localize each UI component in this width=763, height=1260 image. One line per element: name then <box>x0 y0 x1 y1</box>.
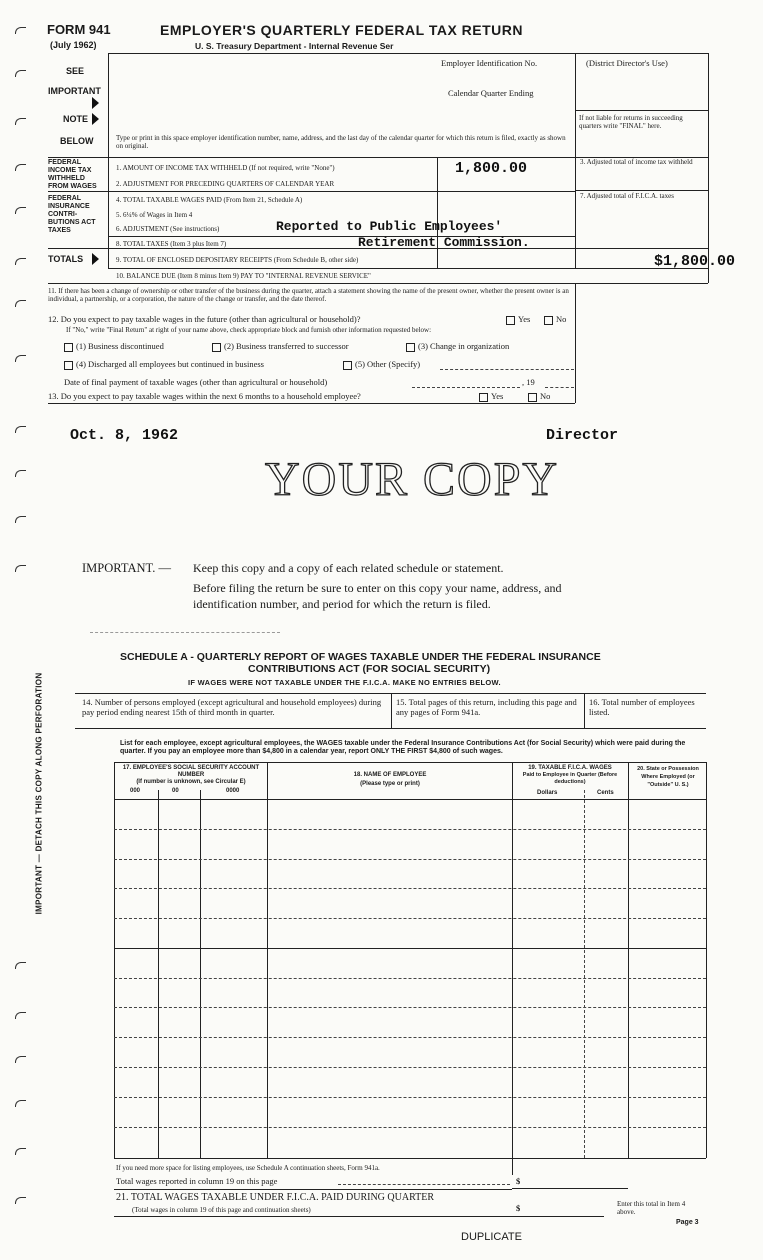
q13-no[interactable] <box>528 391 550 402</box>
leader-line <box>338 1184 510 1185</box>
form-title: EMPLOYER'S QUARTERLY FEDERAL TAX RETURN <box>160 22 524 38</box>
q12-no[interactable] <box>544 314 566 325</box>
option-label: (5) Other (Specify) <box>355 359 421 369</box>
table-row[interactable] <box>114 948 706 949</box>
signature-title: Director <box>546 427 619 444</box>
table-row[interactable] <box>114 978 706 979</box>
margin-mark <box>15 355 26 362</box>
item-21-sub: (Total wages in column 19 of this page and continuation sheets) <box>132 1206 311 1214</box>
not-liable-note: If not liable for returns in succeeding quarters write "FINAL" here. <box>579 114 683 130</box>
option-label: (2) Business transferred to successor <box>224 341 349 351</box>
q12-yes[interactable] <box>506 314 530 325</box>
checkbox[interactable] <box>343 361 352 370</box>
table-row[interactable] <box>114 888 706 889</box>
option-1[interactable] <box>64 341 164 352</box>
your-copy-stamp: YOUR COPY <box>265 453 560 506</box>
no-label: No <box>540 391 551 401</box>
final-payment-date-line[interactable] <box>412 387 520 388</box>
col-17-part-2: 00 <box>172 788 179 794</box>
checkbox[interactable] <box>64 343 73 352</box>
col-17-header: 17. EMPLOYEE'S SOCIAL SECURITY ACCOUNT NUMBER <box>122 765 260 778</box>
line-2: 2. ADJUSTMENT FOR PRECEDING QUARTERS OF CALENDAR YEAR <box>116 180 335 188</box>
form-date: (July 1962) <box>50 40 97 50</box>
arrow-right-icon <box>92 113 99 125</box>
typed-remark-1: Reported to Public Employees' <box>276 219 503 234</box>
more-space-note: If you need more space for listing employees, use Schedule A continuation sheets, Form 941a. <box>116 1164 380 1172</box>
line-7: 7. Adjusted total of F.I.C.A. taxes <box>580 192 674 200</box>
department-line: U. S. Treasury Department - Internal Revenue Ser <box>195 41 394 51</box>
q13-yes[interactable] <box>479 391 503 402</box>
rule <box>512 762 513 1175</box>
enter-note: Enter this total in Item 4 above. <box>617 1200 686 1216</box>
rule <box>575 110 708 111</box>
rule <box>48 283 708 284</box>
line-4: 4. TOTAL TAXABLE WAGES PAID (From Item 21, Schedule A) <box>116 196 303 204</box>
rule <box>575 283 576 403</box>
page-number: Page 3 <box>676 1219 699 1226</box>
margin-mark <box>15 164 26 171</box>
option-label: (4) Discharged all employees but continued in business <box>76 359 264 369</box>
rule <box>584 790 585 1158</box>
detach-note: IMPORTANT — DETACH THIS COPY ALONG PERFORATION <box>34 672 44 915</box>
side-below: BELOW <box>60 136 94 146</box>
margin-mark <box>15 118 26 125</box>
margin-mark <box>15 516 26 523</box>
margin-mark <box>15 1148 26 1155</box>
year-prefix: , 19 <box>522 377 535 387</box>
margin-mark <box>15 70 26 77</box>
table-row[interactable] <box>114 1007 706 1008</box>
col-18-sub: (Please type or print) <box>360 781 420 787</box>
option-3[interactable] <box>406 341 509 352</box>
checkbox[interactable] <box>479 393 488 402</box>
margin-mark <box>15 1197 26 1204</box>
rule <box>708 53 709 283</box>
option-4[interactable] <box>64 359 264 370</box>
option-label: (3) Change in organization <box>418 341 510 351</box>
important-line-1: Keep this copy and a copy of each related schedule or statement. <box>193 561 504 575</box>
option-2[interactable] <box>212 341 349 352</box>
rule <box>584 693 585 728</box>
rule <box>114 1216 604 1217</box>
table-row[interactable] <box>114 859 706 860</box>
margin-mark <box>15 1056 26 1063</box>
col-19-sub: Paid to Employee in Quarter (Before deductions) <box>522 772 618 785</box>
margin-mark <box>15 258 26 265</box>
type-instructions: Type or print in this space employer identification number, name, address, and the last day of the calendar quarter for which this return is filed, exactly as shown on original. <box>116 134 566 150</box>
line-1-value: 1,800.00 <box>455 160 528 177</box>
question-15: 15. Total pages of this return, including this page and any pages of Form 941a. <box>396 697 577 717</box>
rule <box>48 191 575 192</box>
side-important: IMPORTANT <box>48 86 101 96</box>
specify-line[interactable] <box>440 369 574 370</box>
margin-mark <box>15 962 26 969</box>
typed-remark-2: Retirement Commission. <box>358 235 530 250</box>
q12-if-no: If "No," write "Final Return" at right of your name above, check appropriate block and furnish other information requested below: <box>66 326 432 334</box>
rule <box>114 1158 706 1159</box>
important-label: IMPORTANT. — <box>82 561 171 575</box>
rule <box>575 53 576 268</box>
quarter-label: Calendar Quarter Ending <box>448 88 534 98</box>
question-11: 11. If there has been a change of ownership or other transfer of the business during the quarter, attach a statement showing the name of the present owner, whether the present owner is an individual, a partnership, or a corporation, the nature of the change or transfer, and the date thereof. <box>48 287 569 303</box>
rule <box>706 762 707 1158</box>
schedule-title-1: SCHEDULE A - QUARTERLY REPORT OF WAGES TAXABLE UNDER THE FEDERAL INSURANCE <box>120 651 601 663</box>
table-row[interactable] <box>114 1037 706 1038</box>
col-17-sub: (If number is unknown, see Circular E) <box>136 779 246 785</box>
question-14: 14. Number of persons employed (except agricultural and household employees) during pay period ending nearest 15th of third month in quarter. <box>82 697 382 717</box>
col-18-header: 18. NAME OF EMPLOYEE <box>353 772 427 778</box>
checkbox[interactable] <box>544 316 553 325</box>
table-row[interactable] <box>114 1097 706 1098</box>
margin-mark <box>15 300 26 307</box>
rule <box>512 1188 628 1189</box>
checkbox[interactable] <box>506 316 515 325</box>
table-row[interactable] <box>114 918 706 919</box>
margin-mark <box>15 1012 26 1019</box>
line-8: 8. TOTAL TAXES (Item 3 plus Item 7) <box>116 240 227 248</box>
col-17-part-1: 000 <box>130 788 141 794</box>
side-see: SEE <box>66 66 85 76</box>
yes-label: Yes <box>518 314 531 324</box>
schedule-subtitle: IF WAGES WERE NOT TAXABLE UNDER THE F.I.C.A. MAKE NO ENTRIES BELOW. <box>188 678 501 687</box>
table-row[interactable] <box>114 1127 706 1128</box>
checkbox[interactable] <box>406 343 415 352</box>
rule <box>108 268 708 269</box>
no-label: No <box>556 314 567 324</box>
rule <box>114 799 706 800</box>
important-line-2: Before filing the return be sure to enter on this copy your name, address, and <box>193 581 562 595</box>
list-instructions: List for each employee, except agricultural employees, the WAGES taxable under the Federal Insurance Contributions Act (for Social Security) which were paid during the quarter. If you pay an employee more than $4,800 in a calendar year, report ONLY THE FIRST $4,800 of such wages. <box>120 740 686 755</box>
rule <box>628 762 629 1158</box>
rule <box>114 762 706 763</box>
rule <box>158 790 159 1158</box>
side-fed-insurance: FEDERAL INSURANCE CONTRI- BUTIONS ACT TAXES <box>48 195 96 234</box>
question-12: 12. Do you expect to pay taxable wages in the future (other than agricultural or household)? <box>48 314 361 324</box>
rule <box>391 693 392 728</box>
side-note: NOTE <box>63 114 89 124</box>
checkbox[interactable] <box>528 393 537 402</box>
question-13: 13. Do you expect to pay taxable wages within the next 6 months to a household employee? <box>48 391 361 401</box>
duplicate-label: DUPLICATE <box>461 1231 522 1243</box>
rule <box>575 190 708 191</box>
line-3: 3. Adjusted total of income tax withheld <box>580 158 693 166</box>
table-row[interactable] <box>114 829 706 830</box>
line-6: 6. ADJUSTMENT (See instructions) <box>116 225 220 233</box>
margin-mark <box>15 27 26 34</box>
arrow-right-icon <box>92 97 99 109</box>
district-label: (District Director's Use) <box>586 58 668 68</box>
final-payment-label: Date of final payment of taxable wages (other than agricultural or household) <box>64 377 328 387</box>
col-19-header: 19. TAXABLE F.I.C.A. WAGES <box>528 765 612 771</box>
dollar-sign: $ <box>516 1176 521 1186</box>
rule <box>48 403 575 404</box>
margin-mark <box>15 1100 26 1107</box>
rule <box>114 1189 512 1190</box>
question-16: 16. Total number of employees listed. <box>589 697 695 717</box>
margin-mark <box>15 470 26 477</box>
option-label: (1) Business discontinued <box>76 341 164 351</box>
total-wages-line: Total wages reported in column 19 on this page <box>116 1176 278 1186</box>
arrow-right-icon <box>92 253 99 265</box>
col-19-cents: Cents <box>597 790 614 796</box>
col-17-part-3: 0000 <box>226 788 240 794</box>
checkbox[interactable] <box>212 343 221 352</box>
rule <box>114 762 115 1158</box>
line-1: 1. AMOUNT OF INCOME TAX WITHHELD (If not required, write "None") <box>116 164 335 172</box>
margin-mark <box>15 426 26 433</box>
rule <box>108 53 708 54</box>
rule <box>437 157 438 268</box>
form-number: FORM 941 <box>47 22 111 37</box>
col-19-dollars: Dollars <box>537 790 558 796</box>
margin-mark <box>15 207 26 214</box>
dollar-sign: $ <box>516 1203 521 1213</box>
side-fed-income: FEDERAL INCOME TAX WITHHELD FROM WAGES <box>48 159 97 190</box>
side-totals: TOTALS <box>48 254 84 264</box>
line-5: 5. 6¼% of Wages in Item 4 <box>116 211 193 219</box>
line-10: 10. BALANCE DUE (Item 8 minus Item 9) PAY TO "INTERNAL REVENUE SERVICE" <box>116 272 371 280</box>
item-21: 21. TOTAL WAGES TAXABLE UNDER F.I.C.A. PAID DURING QUARTER <box>116 1192 435 1203</box>
option-5[interactable] <box>343 359 420 370</box>
rule <box>267 762 268 1158</box>
rule <box>200 790 201 1158</box>
schedule-title-2: CONTRIBUTIONS ACT (FOR SOCIAL SECURITY) <box>248 663 491 675</box>
table-row[interactable] <box>114 1067 706 1068</box>
col-20-header: 20. State or Possession Where Employed (or "Outside" U. S.) <box>637 766 699 788</box>
checkbox[interactable] <box>64 361 73 370</box>
total-value: $1,800.00 <box>654 253 736 270</box>
ein-label: Employer Identification No. <box>441 58 538 68</box>
line-9: 9. TOTAL OF ENCLOSED DEPOSITARY RECEIPTS (From Schedule B, other side) <box>116 256 359 264</box>
yes-label: Yes <box>491 391 504 401</box>
rule <box>75 728 706 729</box>
perforation-line <box>90 632 280 633</box>
important-line-3: identification number, and period for which the return is filed. <box>193 597 491 611</box>
signature-date: Oct. 8, 1962 <box>70 427 179 444</box>
year-line[interactable] <box>545 387 574 388</box>
margin-mark <box>15 565 26 572</box>
